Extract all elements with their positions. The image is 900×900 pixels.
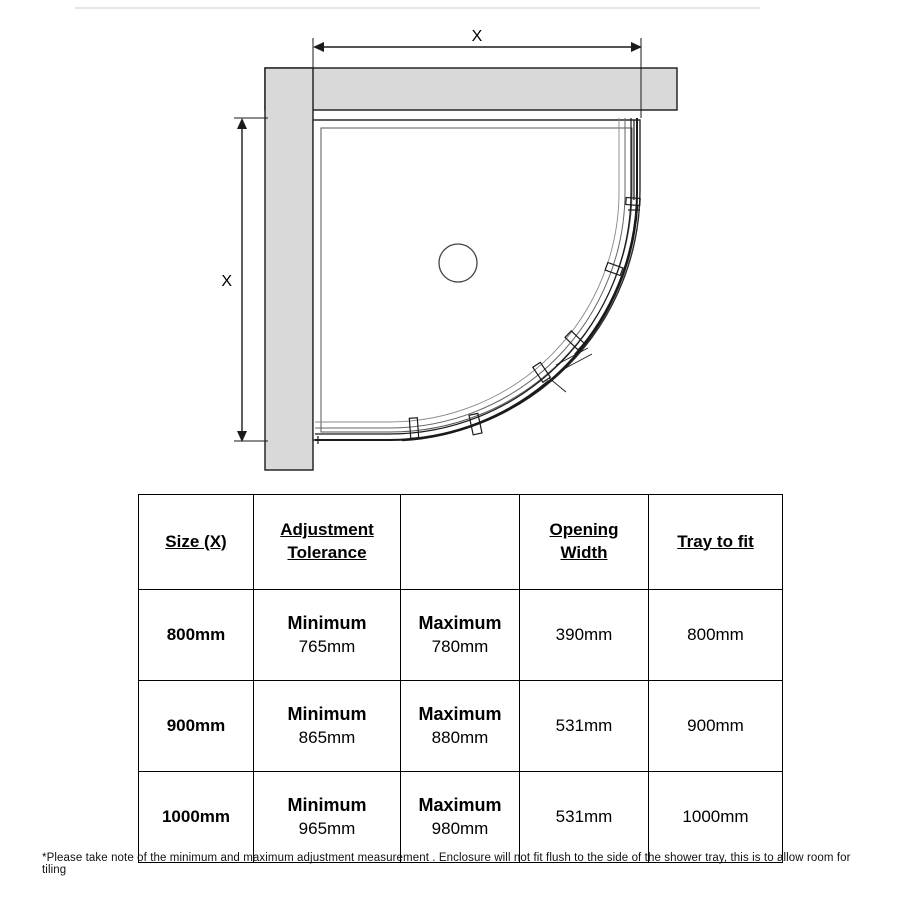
specification-table [138, 494, 783, 863]
enclosure-outer-outline [313, 120, 640, 440]
table-row [139, 681, 783, 772]
header-opening-width-label: Opening Width [549, 520, 619, 562]
cell-maximum-label: Maximum [418, 704, 502, 725]
header-tray-to-fit-label: Tray to fit [677, 531, 754, 551]
cell-opening-width: 531mm [520, 681, 649, 772]
cell-size: 800mm [139, 590, 254, 681]
cell-opening-width: 531mm [520, 772, 649, 863]
cell-minimum-label: Minimum [287, 613, 367, 634]
wall-top [265, 68, 677, 110]
cell-maximum-label: Maximum [418, 613, 502, 634]
cell-size: 1000mm [139, 772, 254, 863]
header-tray-to-fit [649, 495, 783, 590]
cell-minimum [254, 681, 401, 772]
table-row [139, 772, 783, 863]
cell-minimum [254, 590, 401, 681]
header-adjustment-tolerance [254, 495, 401, 590]
cell-size: 900mm [139, 681, 254, 772]
cell-maximum-value: 980mm [431, 818, 489, 838]
cell-maximum-value: 880mm [431, 727, 489, 747]
cell-tray-to-fit: 800mm [649, 590, 783, 681]
cell-minimum-value: 865mm [298, 727, 356, 747]
cell-opening-width: 390mm [520, 590, 649, 681]
wall-left [265, 68, 313, 470]
header-opening-width [520, 495, 649, 590]
left-dimension-label: X [221, 273, 232, 290]
footnote: *Please take note of the minimum and maximum adjustment measurement . Enclosure will not fit flush to the side of the shower tray, this is to allow room for tiling [42, 852, 851, 876]
header-blank [401, 495, 520, 590]
cell-maximum [401, 681, 520, 772]
cell-minimum [254, 772, 401, 863]
cell-minimum-value: 965mm [298, 818, 356, 838]
cell-maximum-label: Maximum [418, 795, 502, 816]
cell-minimum-label: Minimum [287, 704, 367, 725]
cell-tray-to-fit: 900mm [649, 681, 783, 772]
header-adjustment-tolerance-label: Adjustment Tolerance [280, 520, 374, 562]
cell-maximum [401, 590, 520, 681]
cell-minimum-label: Minimum [287, 795, 367, 816]
cell-maximum-value: 780mm [431, 636, 489, 656]
header-size-label: Size (X) [165, 531, 227, 551]
header-size [139, 495, 254, 590]
top-dimension-label: X [471, 28, 483, 45]
cell-tray-to-fit: 1000mm [649, 772, 783, 863]
left-dimension [221, 118, 268, 442]
cell-minimum-value: 765mm [298, 636, 356, 656]
table-row [139, 590, 783, 681]
cell-maximum [401, 772, 520, 863]
table-header-row [139, 495, 783, 590]
